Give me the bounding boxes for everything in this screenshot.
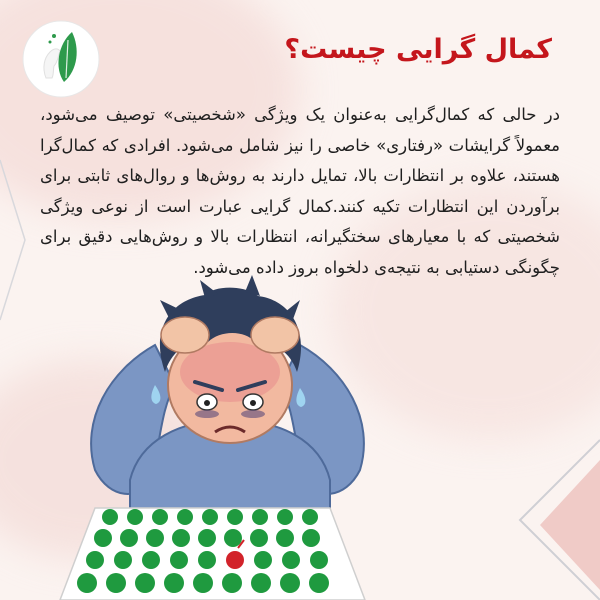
page-title: کمال گرایی چیست؟ [284,34,552,65]
red-peg [226,551,244,569]
body-paragraph: در حالی که کمال‌گرایی به‌عنوان یک ویژگی «شخصیتی» توصیف می‌شود، معمولاً گرایشات «رفتاری» خاصی را نیز شامل می‌شود. افرادی که کمال‌گرا هستند، علاوه بر انتظارات بالا، تمایل دارند به روش‌ها و روال‌های ثابتی برای برآوردن این انتظارات تکیه کنند.کمال گرایی عبارت است از نوعی ویژگی شخصیتی که با معیارهای سختگیرانه، انتظارات بالا و روش‌هایی دقیق برای چگونگی دستیابی به نتیجه‌ی دلخواه بروز داده می‌شود. [40,105,560,277]
